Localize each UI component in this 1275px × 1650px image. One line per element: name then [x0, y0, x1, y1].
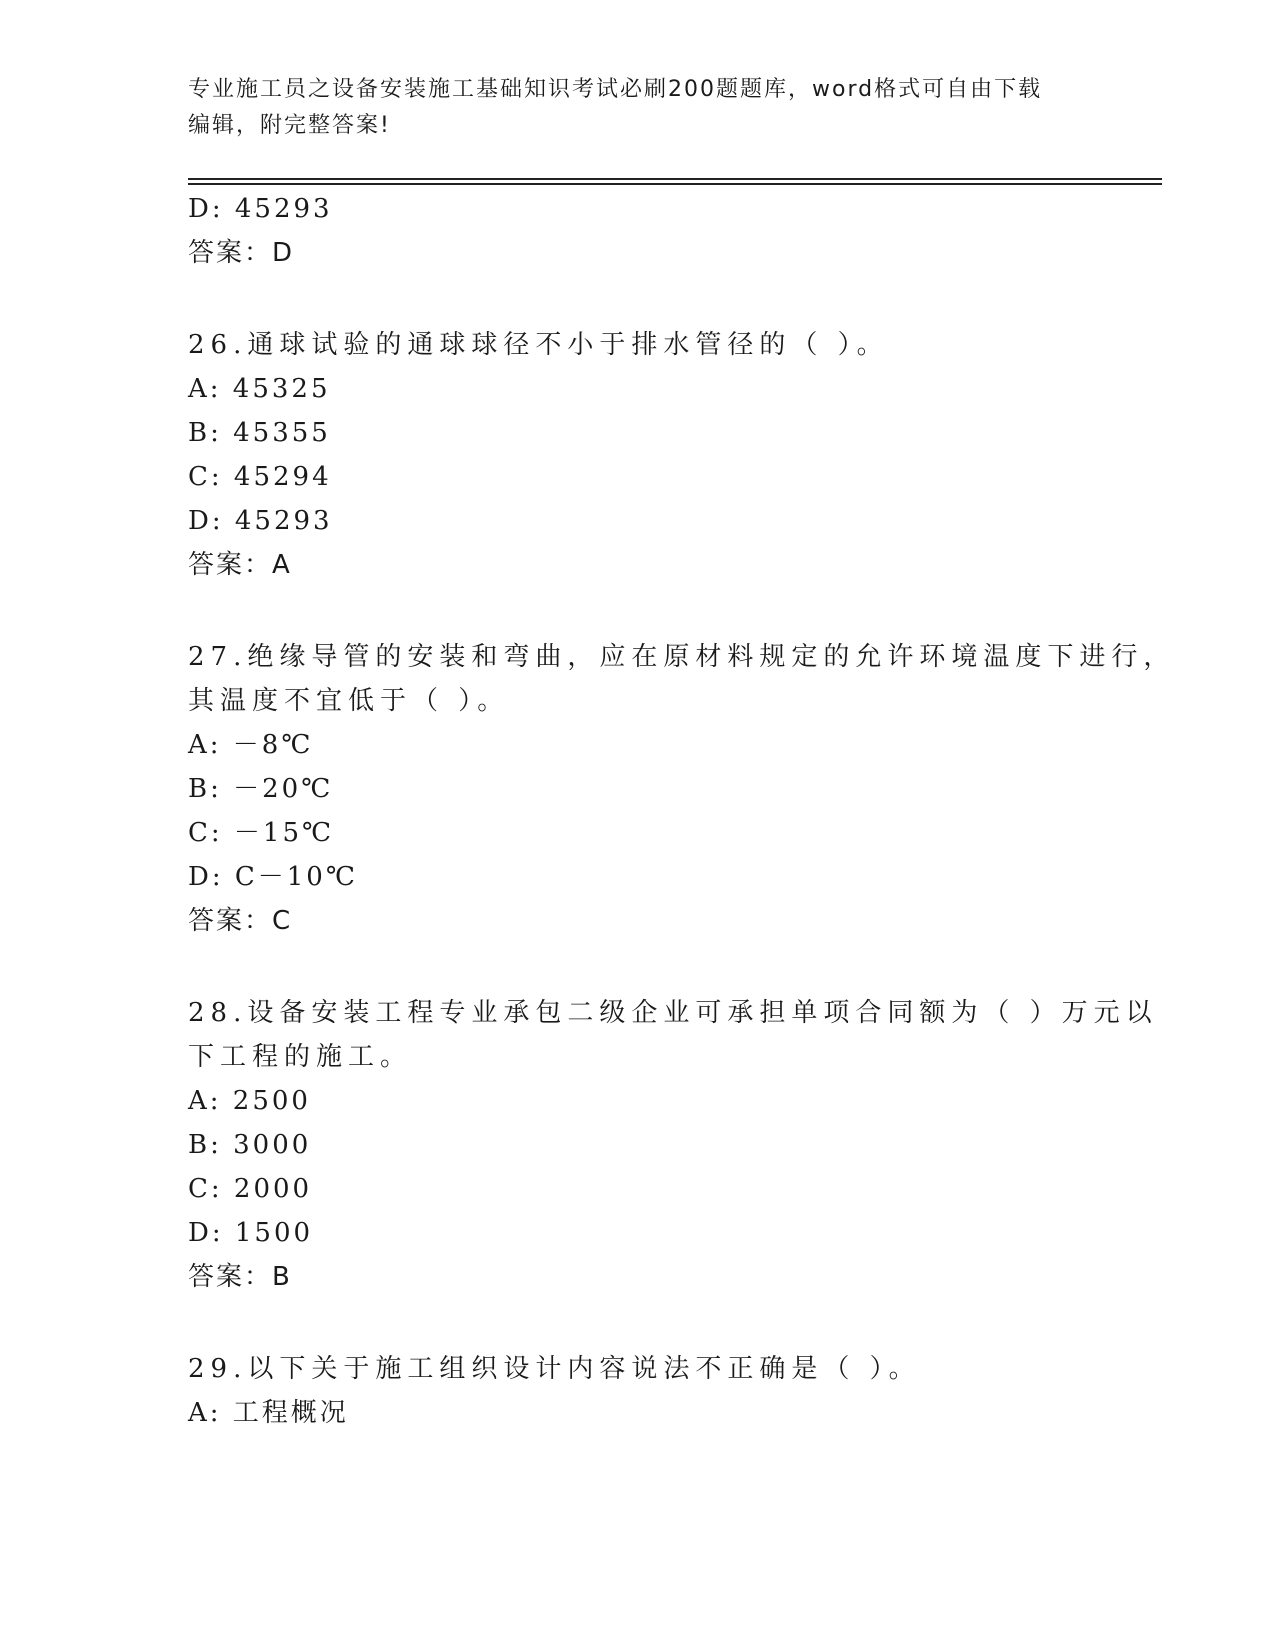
q29-stem: 29.以下关于施工组织设计内容说法不正确是（ ）。 — [188, 1354, 921, 1384]
q28-option-b: B: 3000 — [188, 1130, 312, 1160]
q27-answer: 答案：C — [188, 906, 293, 936]
q27-option-b: B: －20℃ — [188, 774, 334, 804]
q27-option-c: C: －15℃ — [188, 818, 335, 848]
header-divider-top — [188, 178, 1162, 180]
q26-option-b: B: 45355 — [188, 418, 331, 448]
q27-stem-line-2: 其温度不宜低于（ ）。 — [188, 686, 510, 716]
q29-option-a: A: 工程概况 — [188, 1398, 349, 1428]
q28-option-c: C: 2000 — [188, 1174, 313, 1204]
prev-answer: 答案：D — [188, 238, 295, 268]
q26-option-d: D: 45293 — [188, 506, 333, 536]
q26-option-c: C: 45294 — [188, 462, 332, 492]
q28-stem-line-2: 下工程的施工。 — [188, 1042, 413, 1072]
q28-answer: 答案：B — [188, 1262, 292, 1292]
header-divider-bottom — [188, 183, 1162, 185]
header-title-line-1: 专业施工员之设备安装施工基础知识考试必刷200题题库，word格式可自由下载 — [188, 77, 1043, 102]
q26-answer: 答案：A — [188, 550, 292, 580]
q28-option-d: D: 1500 — [188, 1218, 314, 1248]
q26-option-a: A: 45325 — [188, 374, 331, 404]
header-title-line-2: 编辑，附完整答案! — [188, 113, 391, 138]
document-header — [188, 72, 1068, 144]
q27-option-d: D: C－10℃ — [188, 862, 358, 892]
q28-option-a: A: 2500 — [188, 1086, 311, 1116]
q27-option-a: A: －8℃ — [188, 730, 314, 760]
q28-stem-line-1: 28.设备安装工程专业承包二级企业可承担单项合同额为（ ）万元以 — [188, 998, 1158, 1028]
prev-option-d: D: 45293 — [188, 194, 333, 224]
q26-stem: 26.通球试验的通球球径不小于排水管径的（ ）。 — [188, 330, 889, 360]
q27-stem-line-1: 27.绝缘导管的安装和弯曲，应在原材料规定的允许环境温度下进行， — [188, 642, 1176, 672]
